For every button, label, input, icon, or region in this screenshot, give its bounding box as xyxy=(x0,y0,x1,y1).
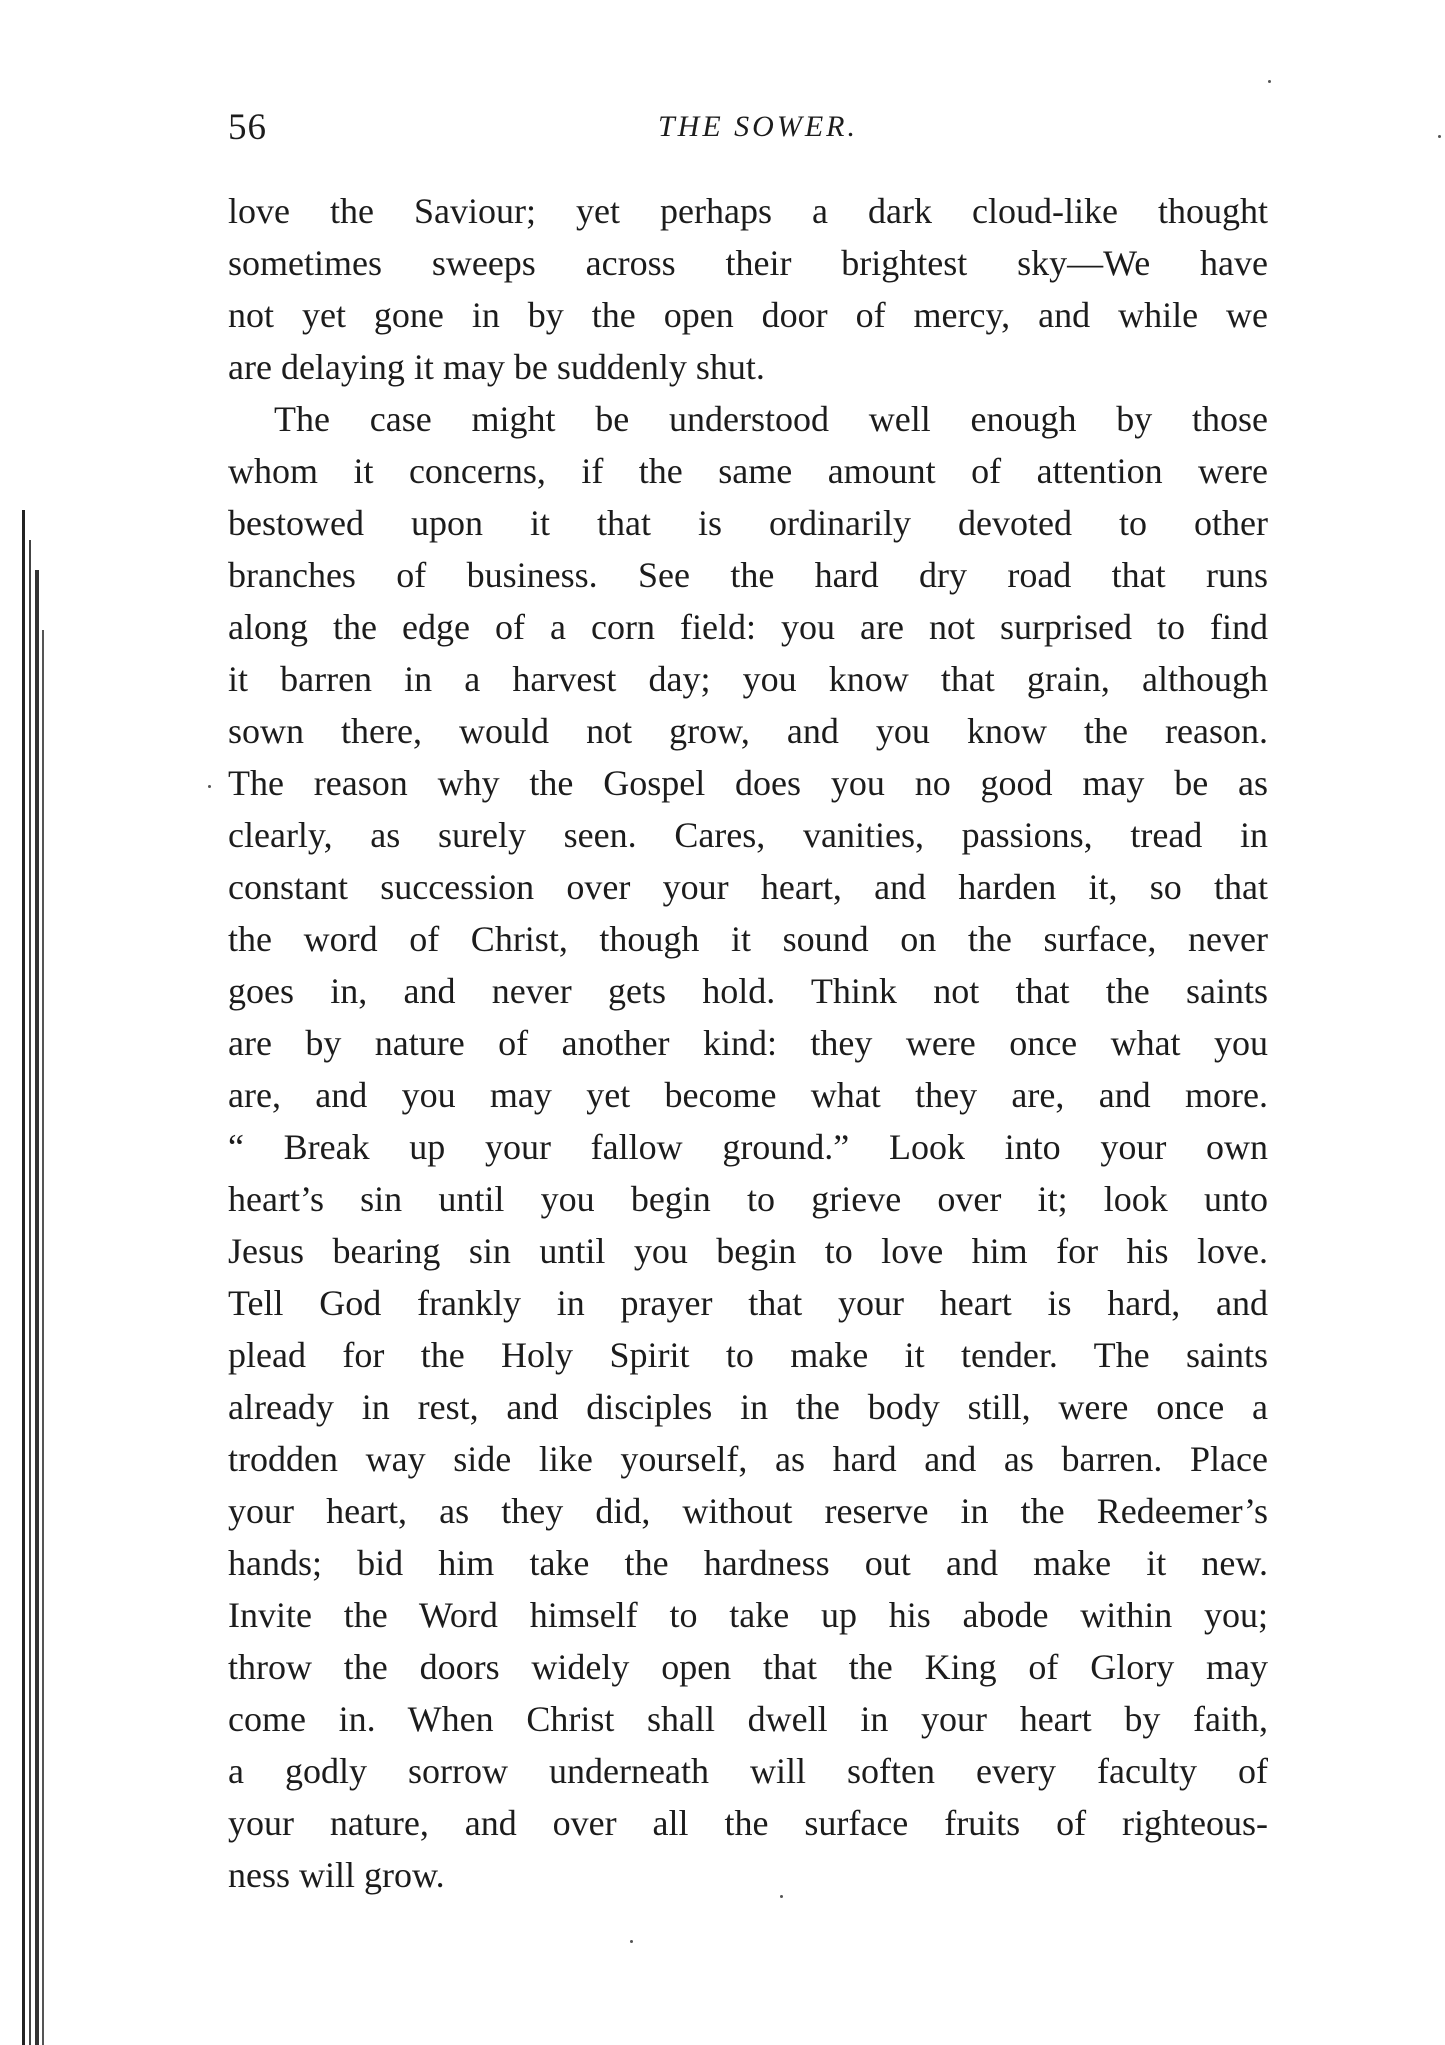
text-line: ness will grow. xyxy=(228,1855,445,1895)
text-line: Jesus bearing sin until you begin to love him for his love. xyxy=(228,1231,1268,1271)
text-line: your heart, as they did, without reserve in the Redeemer’s xyxy=(228,1491,1268,1531)
text-line: goes in, and never gets hold. Think not that the saints xyxy=(228,971,1268,1011)
text-line: your nature, and over all the surface fruits of righteous- xyxy=(228,1803,1268,1843)
running-title: THE SOWER. xyxy=(658,110,858,143)
text-line: already in rest, and disciples in the body still, were once a xyxy=(228,1387,1268,1427)
scan-speck xyxy=(208,785,211,788)
text-line: the word of Christ, though it sound on the surface, never xyxy=(228,919,1268,959)
scan-speck xyxy=(1438,135,1441,138)
text-line: plead for the Holy Spirit to make it tender. The saints xyxy=(228,1335,1268,1375)
text-line: “ Break up your fallow ground.” Look into your own xyxy=(228,1127,1268,1167)
binding-edge xyxy=(22,510,48,2045)
body-text xyxy=(228,185,1268,1901)
text-line: it barren in a harvest day; you know that grain, although xyxy=(228,659,1268,699)
text-line: throw the doors widely open that the King of Glory may xyxy=(228,1647,1268,1687)
text-line: come in. When Christ shall dwell in your heart by faith, xyxy=(228,1699,1268,1739)
text-line: are by nature of another kind: they were once what you xyxy=(228,1023,1268,1063)
text-line: trodden way side like yourself, as hard and as barren. Place xyxy=(228,1439,1268,1479)
text-line: hands; bid him take the hardness out and make it new. xyxy=(228,1543,1268,1583)
text-line: not yet gone in by the open door of mercy, and while we xyxy=(228,295,1268,335)
text-line: The case might be understood well enough by those xyxy=(274,399,1268,439)
text-line: branches of business. See the hard dry road that runs xyxy=(228,555,1268,595)
text-line: sown there, would not grow, and you know the reason. xyxy=(228,711,1268,751)
text-line: bestowed upon it that is ordinarily devoted to other xyxy=(228,503,1268,543)
text-line: heart’s sin until you begin to grieve over it; look unto xyxy=(228,1179,1268,1219)
text-line: The reason why the Gospel does you no good may be as xyxy=(228,763,1268,803)
text-line: clearly, as surely seen. Cares, vanities, passions, tread in xyxy=(228,815,1268,855)
text-line: whom it concerns, if the same amount of attention were xyxy=(228,451,1268,491)
scan-speck xyxy=(1268,80,1271,83)
text-line: are delaying it may be suddenly shut. xyxy=(228,347,765,387)
scan-speck xyxy=(780,1895,783,1898)
page-header xyxy=(228,100,1268,160)
text-line: are, and you may yet become what they are, and more. xyxy=(228,1075,1268,1115)
page-number: 56 xyxy=(228,107,267,148)
text-line: Tell God frankly in prayer that your heart is hard, and xyxy=(228,1283,1268,1323)
text-line: Invite the Word himself to take up his abode within you; xyxy=(228,1595,1268,1635)
text-line: along the edge of a corn field: you are not surprised to find xyxy=(228,607,1268,647)
text-line: sometimes sweeps across their brightest sky—We have xyxy=(228,243,1268,283)
scan-speck xyxy=(630,1940,633,1943)
text-line: love the Saviour; yet perhaps a dark cloud-like thought xyxy=(228,191,1268,231)
text-line: a godly sorrow underneath will soften every faculty of xyxy=(228,1751,1268,1791)
text-line: constant succession over your heart, and harden it, so that xyxy=(228,867,1268,907)
